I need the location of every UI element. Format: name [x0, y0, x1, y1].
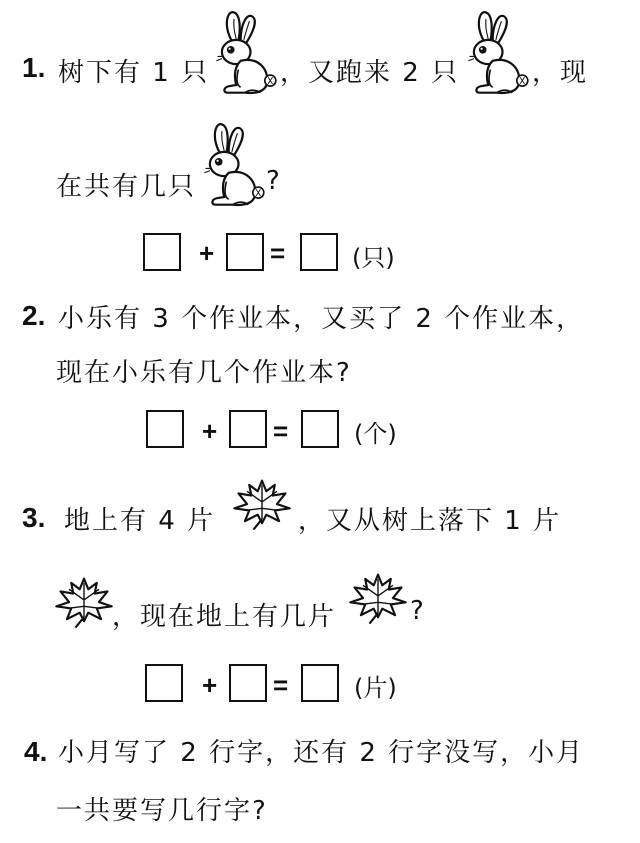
answer-box-1a[interactable] [143, 233, 181, 271]
problem-1-question-mark: ? [266, 166, 282, 196]
unit-label: (只) [352, 244, 395, 272]
equals-sign: = [270, 238, 286, 268]
unit-label: (片) [354, 674, 397, 702]
problem-4-number: 4. [24, 736, 48, 767]
problem-4-line-2: 一共要写几行字? [56, 796, 268, 826]
problem-3-number: 3. [22, 502, 46, 533]
problem-4-line-1: 小月写了 2 行字，还有 2 行字没写，小月 [58, 738, 585, 768]
problem-2-number: 2. [22, 300, 46, 331]
problem-1-number: 1. [22, 52, 46, 83]
problem-3-text-a: 地上有 4 片 [64, 506, 216, 536]
unit-label: (个) [354, 420, 397, 448]
problem-1-text-d: 在共有几只 [56, 172, 197, 202]
answer-box-3c[interactable] [301, 664, 339, 702]
answer-box-1b[interactable] [226, 233, 264, 271]
maple-leaf-icon [346, 570, 410, 624]
plus-sign: + [202, 416, 218, 446]
problem-1-text-c: ，现 [532, 58, 589, 88]
answer-box-3a[interactable] [145, 664, 183, 702]
problem-3-text-c: ，现在地上有几片 [112, 602, 337, 632]
problem-3-question-mark: ? [410, 596, 426, 626]
rabbit-icon [212, 8, 278, 96]
rabbit-icon [200, 120, 266, 208]
maple-leaf-icon [230, 476, 294, 530]
maple-leaf-icon [52, 574, 116, 628]
answer-box-2b[interactable] [229, 410, 267, 448]
rabbit-icon [464, 8, 530, 96]
answer-box-2a[interactable] [146, 410, 184, 448]
answer-box-1c[interactable] [300, 233, 338, 271]
equals-sign: = [273, 670, 289, 700]
problem-3-text-b: ，又从树上落下 1 片 [298, 506, 562, 536]
problem-2-line-2: 现在小乐有几个作业本? [56, 358, 352, 388]
equals-sign: = [273, 416, 289, 446]
plus-sign: + [199, 238, 215, 268]
answer-box-3b[interactable] [229, 664, 267, 702]
problem-2-line-1: 小乐有 3 个作业本，又买了 2 个作业本， [58, 304, 585, 334]
problem-1-text-a: 树下有 1 只 [58, 58, 210, 88]
answer-box-2c[interactable] [301, 410, 339, 448]
problem-1-text-b: ，又跑来 2 只 [280, 58, 460, 88]
plus-sign: + [202, 670, 218, 700]
